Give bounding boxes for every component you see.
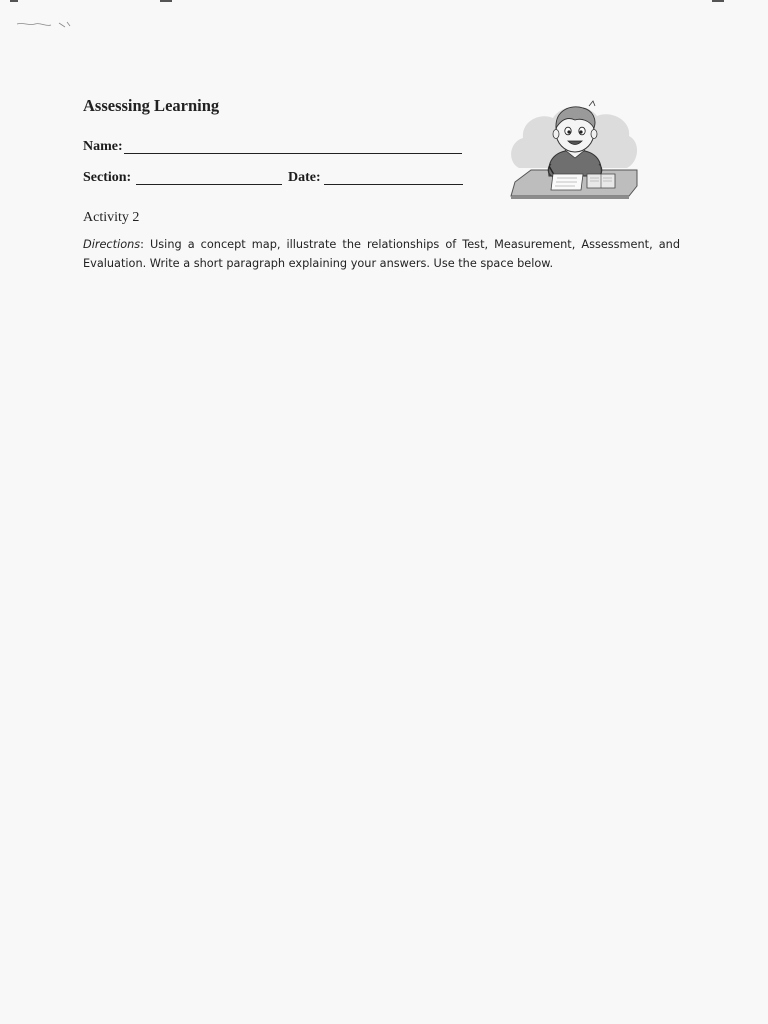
section-label: Section: (83, 170, 132, 185)
date-label: Date: (288, 170, 321, 185)
directions-paragraph (83, 235, 680, 273)
section-field[interactable] (136, 184, 282, 185)
directions-label: Directions (83, 238, 141, 251)
scan-mark-center (160, 0, 172, 2)
name-label: Name: (83, 139, 123, 154)
worksheet-title: Assessing Learning (83, 96, 220, 115)
pencil-scribble (15, 18, 75, 32)
answer-space[interactable] (83, 290, 680, 990)
boy-writing-at-desk-icon (505, 98, 641, 200)
scan-mark-right (712, 0, 724, 2)
scan-mark-left (10, 0, 18, 2)
directions-text: : Using a concept map, illustrate the relationships of Test, Measurement, Assessment, and Evaluation. Write a short paragraph explaining your answers. Use the space below. (83, 238, 680, 270)
date-field[interactable] (324, 184, 463, 185)
name-field[interactable] (124, 153, 462, 154)
activity-heading: Activity 2 (83, 210, 140, 225)
